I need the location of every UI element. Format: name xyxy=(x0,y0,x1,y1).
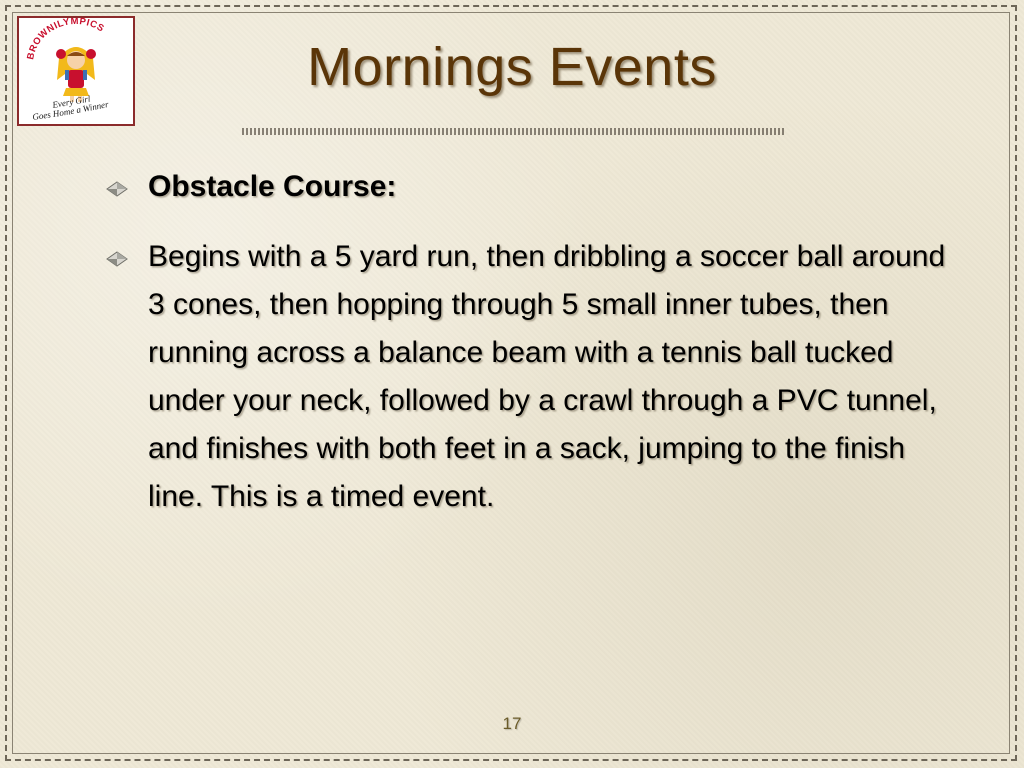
diamond-bullet-icon xyxy=(106,181,128,197)
page-number: 17 xyxy=(502,714,522,733)
title-divider xyxy=(242,128,784,135)
bullet-item-obstacle-course xyxy=(106,165,946,209)
slide-title: Mornings Events xyxy=(307,37,717,97)
bullet-text: Obstacle Course: xyxy=(148,170,397,203)
diamond-bullet-icon xyxy=(106,251,128,267)
bullet-text: Begins with a 5 yard run, then dribbling a soccer ball around 3 cones, then hopping through 5 small inner tubes, then running across a balance beam with a tennis ball tucked under your neck, followed by a crawl through a PVC tunnel, and finishes with both feet in a sack, jumping to the finish line. This is a timed event. xyxy=(148,240,946,513)
girl-figure-icon xyxy=(56,47,96,102)
logo-arc-text: BROWNILYMPICS xyxy=(25,18,107,61)
logo-tagline-line2: Goes Home a Winner xyxy=(31,99,110,122)
logo-graphic xyxy=(19,18,133,124)
logo-tagline-line1: Every Girl xyxy=(51,93,92,110)
brownilympics-logo xyxy=(17,16,135,126)
bullet-item-description xyxy=(106,233,946,521)
bullet-list xyxy=(106,165,946,521)
